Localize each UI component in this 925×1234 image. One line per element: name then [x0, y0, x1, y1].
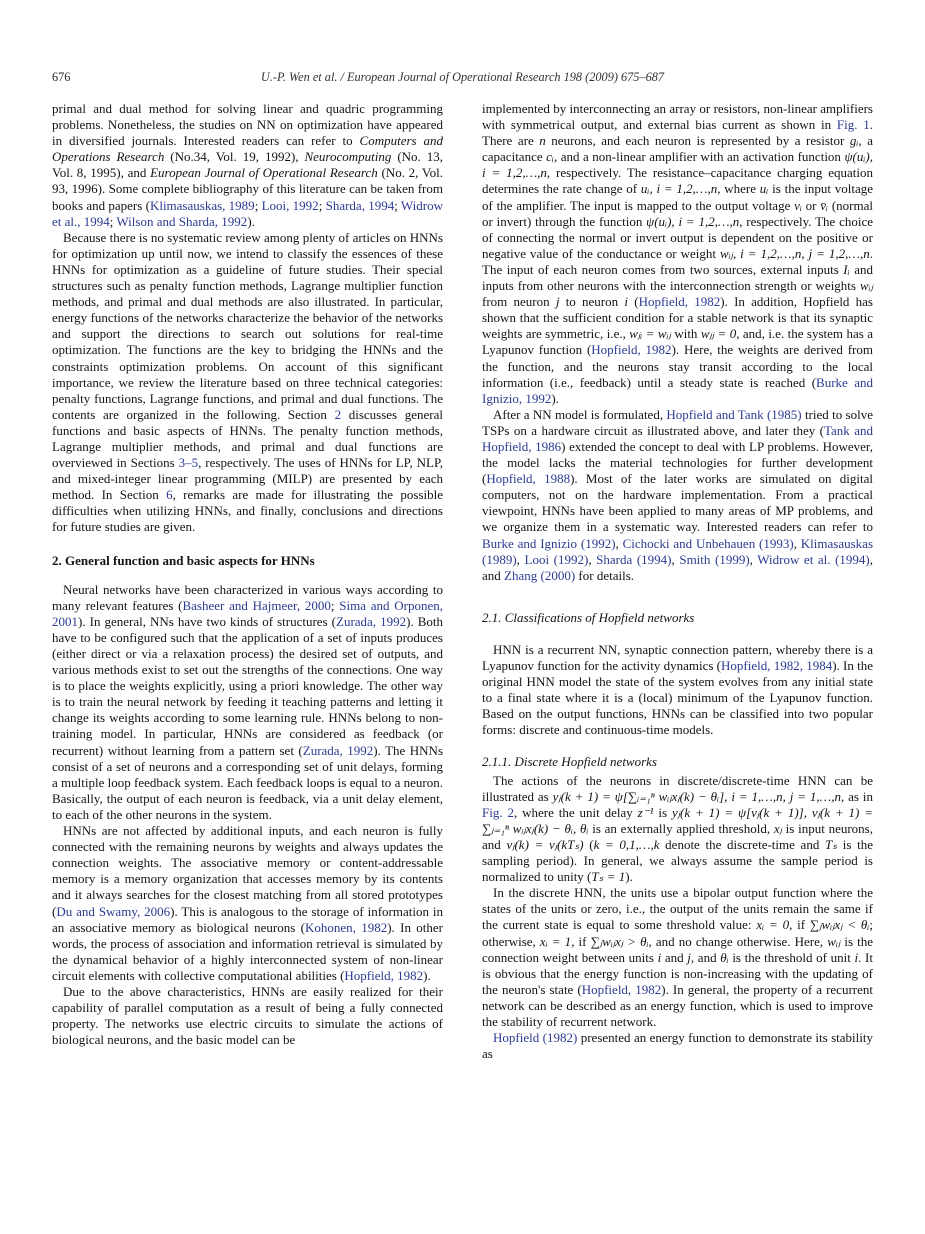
text-run: , [749, 551, 758, 567]
italic-text-run: Tₛ [825, 836, 838, 852]
text-run: (No. 13, Vol. 8, 1995), and [52, 149, 444, 181]
italic-text-run: xᵢ = 0 [756, 917, 790, 933]
italic-text-run: wⱼᵢ = wᵢⱼ [629, 326, 671, 342]
text-run: ( [628, 294, 639, 310]
paragraph [52, 984, 443, 1048]
text-run: from neuron [482, 294, 556, 310]
text-run: ) extended the concept to deal with LP problems. However, the model lacks the material technologies for further development ( [482, 438, 873, 487]
italic-text-run: Neurocomputing [304, 149, 392, 165]
citation-link[interactable]: Hopfield, 1988 [486, 471, 571, 487]
italic-text-run: i [657, 949, 662, 965]
text-run: ). [625, 869, 633, 885]
text-run: , [671, 551, 680, 567]
section-heading: 2.1. Classifications of Hopfield networks [482, 609, 695, 625]
text-run: HNNs are not affected by additional inputs, and each neuron is fully connected with the remaining neurons by weights and always updates the connection weights. The associative memory or content-addressable memory is a memory organization that accesses memory by its contents and it always searches for the closest matching from all stored prototypes ( [52, 823, 443, 919]
italic-text-run: j [555, 294, 560, 310]
text-run: ). Most of the later works are simulated on digital computers, not on the hardware implementation. From a practical viewpoint, HNNs have been applied to many areas of MP problems, and we organize them in a systematic way. Interested readers can refer to [482, 471, 873, 535]
text-run: to neuron [559, 294, 625, 310]
text-run: ; [330, 597, 340, 613]
text-run: The actions of the neurons in discrete/discrete-time HNN can be illustrated as [482, 772, 873, 804]
page-header [52, 70, 873, 85]
text-run: denote the discrete-time and [659, 836, 825, 852]
italic-text-run: wᵢⱼ [827, 933, 841, 949]
text-run: , and a non-linear amplifier with an activation function [553, 149, 845, 165]
text-run: (No.34, Vol. 19, 1992), [164, 149, 305, 165]
paragraph [52, 823, 443, 984]
italic-text-run: Computers and Operations Research [52, 133, 443, 165]
text-run: . The input of each neuron comes from two sources, external inputs [482, 245, 873, 277]
citation-link[interactable]: Smith (1999) [679, 551, 750, 567]
italic-text-run: ∑ⱼwᵢⱼxⱼ < θᵢ [809, 917, 870, 933]
text-run: is the threshold of unit [728, 949, 855, 965]
text-run: is the connection weight between units [482, 933, 873, 965]
text-run: ). [423, 967, 431, 983]
text-run: HNN is a recurrent NN, synaptic connection pattern, whereby there is a Lyapunov function for the activity dynamics ( [482, 641, 873, 673]
text-run: presented an energy function to demonstrate its stability as [482, 1030, 873, 1062]
italic-text-run: uᵢ, i = 1,2,…,n [640, 181, 718, 197]
citation-link[interactable]: Hopfield and Tank (1985) [666, 406, 802, 422]
citation-link[interactable]: Fig. 2 [482, 804, 514, 820]
text-run: and inputs from other neurons with the interconnection strength or weights [482, 261, 873, 294]
italic-text-run: wⱼⱼ = 0 [700, 326, 737, 342]
citation-link[interactable]: 3–5 [178, 455, 199, 471]
italic-text-run: i [854, 949, 859, 965]
citation-link[interactable]: Widrow et al. (1994) [757, 551, 870, 567]
citation-link[interactable]: Kohonen, 1982 [304, 919, 388, 935]
italic-text-run: ψ(uᵢ), i = 1,2,…,n [646, 213, 740, 229]
citation-link[interactable]: Hopfield, 1982 [638, 294, 721, 310]
italic-text-run: yⱼ(k + 1) = ψ[vⱼ(k + 1)], vⱼ(k + 1) = ∑ⱼ₌₁ⁿ wᵢⱼxⱼ(k) − θᵢ, θᵢ [482, 804, 874, 836]
text-run: , if [789, 917, 810, 933]
citation-link[interactable]: Zhang (2000) [504, 567, 576, 583]
italic-text-run: xⱼ [773, 820, 782, 836]
text-run: Because there is no systematic review among plenty of articles on HNNs for optimization up until now, we intend to classify the essences of these HNNs for optimization as a guideline of future studies. Their special structures such as penalty function methods, Lagrange multiplier function methods, and primal and dual methods are also illustrated. In particular, energy functions of the networks characterize the behavior of the networks and support the directions to search out solutions for real-time optimization. The functions are the key to bridging the HNNs and the constraints optimization problems. On account of this significant importance, we review the literature based on three technical categories: penalty functions, Lagrange functions, and primal and dual functions. The contents are organized in the following. Section [52, 229, 443, 422]
text-run: , [588, 551, 597, 567]
text-run: primal and dual method for solving linear and quadric programming problems. Nonetheless, the studies on NN on optimization have appeared in diversified journals. Interested readers can refer to [52, 101, 443, 149]
paragraph [482, 407, 873, 584]
right-column [482, 101, 873, 1062]
text-run: , [516, 551, 525, 567]
text-run: , and, i.e. the system has a Lyapunov function ( [482, 326, 873, 358]
text-run: tried to solve TSPs on a hardware circuit as illustrated above, and later they ( [482, 406, 873, 438]
italic-text-run: v̄ᵢ [820, 197, 829, 213]
italic-text-run: wᵢⱼ, i = 1,2,…,n, j = 1,2,…,n [719, 245, 870, 261]
text-run: or [801, 197, 821, 213]
italic-text-run: z⁻¹ [637, 804, 654, 820]
italic-text-run: Iᵢ [843, 261, 850, 277]
citation-link[interactable]: Klimasauskas (1989) [482, 535, 874, 567]
italic-text-run: uᵢ [759, 181, 769, 197]
text-run: ( [583, 836, 594, 852]
text-run: ; [318, 197, 326, 213]
citation-link[interactable]: Looi (1992) [524, 551, 589, 567]
text-run: , where the unit delay [513, 804, 638, 820]
text-run: , as in [840, 788, 873, 804]
paragraph [482, 101, 873, 407]
italic-text-run: ∑ⱼwᵢⱼxⱼ > θᵢ [590, 933, 649, 949]
text-run: , and [482, 551, 874, 583]
text-run: ; [254, 197, 262, 213]
citation-link[interactable]: Du and Swamy, 2006 [56, 903, 171, 919]
text-run: for details. [575, 567, 634, 583]
two-column-body [52, 101, 873, 1062]
citation-link[interactable]: Sharda, 1994 [325, 197, 395, 213]
text-run: ). In general, the property of a recurrent network can be described as an energy function, which is used to improve the stability of recurrent network. [482, 981, 873, 1029]
italic-text-run: n [539, 133, 546, 149]
citation-link[interactable]: Sima and Orponen, 2001 [52, 597, 443, 629]
citation-link[interactable]: Burke and Ignizio (1992) [482, 535, 616, 551]
citation-link[interactable]: Hopfield (1982) [493, 1030, 578, 1046]
italic-text-run: gᵢ [849, 133, 859, 149]
citation-link[interactable]: 2 [334, 406, 342, 422]
text-run: ; otherwise, [482, 917, 873, 949]
italic-text-run: wᵢⱼ [860, 278, 873, 294]
citation-link[interactable]: Hopfield, 1982, 1984 [721, 658, 833, 673]
text-run: , [615, 535, 623, 551]
citation-link[interactable]: Fig. 1 [836, 117, 870, 133]
text-run: ; [394, 197, 401, 213]
citation-link[interactable]: Cichocki and Unbehauen (1993) [622, 535, 794, 551]
text-run: In the discrete HNN, the units use a bipolar output function where the states of the units or zero, i.e., the output of the units remain the same if the current state is equal to some threshold value: [482, 885, 873, 933]
text-run: , respectively. The resistance–capacitance charging equation determines the rate change of [482, 165, 873, 197]
text-run: , respectively. The choice of connecting the normal or invert output is dependent on the positive or negative value of the conductance or weight [482, 213, 873, 261]
text-run: (No. 2, Vol. 93, 1996). Some complete bibliography of this literature can be taken from books and papers ( [52, 165, 443, 213]
text-run: ). The HNNs consist of a set of neurons and a corresponding set of unit delays, forming a multiple loop feedback system. Each feedback loops is equal to a neuron. Basically, the output of each neuron is feedback, via a unit delay element, to each of the other neurons in the system. [52, 742, 443, 822]
text-run: with [670, 326, 701, 342]
text-run: (normal or invert) through the function [482, 197, 873, 229]
citation-link[interactable]: Hopfield, 1982 [581, 981, 662, 997]
citation-link[interactable]: Zurada, 1992 [302, 742, 374, 758]
text-run: , [793, 535, 801, 551]
citation-link[interactable]: Hopfield, 1982 [591, 342, 672, 358]
text-run: , a capacitance [482, 133, 873, 165]
citation-link[interactable]: Basheer and Hajmeer, 2000 [182, 597, 331, 613]
citation-link[interactable]: Burke and Ignizio, 1992 [482, 374, 874, 406]
section-heading: 2.1.1. Discrete Hopfield networks [482, 754, 657, 770]
text-run: Due to the above characteristics, HNNs are easily realized for their capability of parallel computation as a result of being a fully connected property. The networks use electric circuits to simulate the actions of biological neurons, and the basic model can be [52, 983, 443, 1048]
text-run: is an externally applied threshold, [588, 820, 774, 836]
citation-link[interactable]: Hopfield, 1982 [344, 967, 424, 983]
text-run: ). Both have to be configured such that the application of a set of inputs produces (either direct or via a relaxation process) the desired set of outputs, and various methods exist to set out the strengths of the connections. One way is to place the weights explicitly, using a priori knowledge. The other way is to train the neural network by feeding it teaching patterns and letting it change its weights according to some learning rule. HNNs belong to non-training model. In particular, HNNs are considered as feedback (or recurrent) without learning from a pattern set ( [52, 613, 444, 758]
text-run: , and [690, 949, 721, 965]
text-run: . There are [482, 117, 873, 149]
text-run: ). [247, 213, 255, 229]
text-run: ; [109, 213, 117, 229]
text-run: is the input voltage of the amplifier. The input is mapped to the output voltage [482, 181, 873, 213]
text-run: , remarks are made for illustrating the possible difficulties when utilizing HNNs, and finally, conclusions and directions for future studies are given. [52, 487, 443, 535]
citation-link[interactable]: Zurada, 1992 [336, 613, 407, 629]
citation-link[interactable]: Tank and Hopfield, 1986 [482, 422, 873, 454]
italic-text-run: yⱼ(k + 1) = ψ[∑ᵢ₌₁ⁿ wᵢⱼxⱼ(k) − θᵢ], i = 1,…,n, j = 1,…,n [552, 788, 841, 804]
text-run: ). In the original HNN model the state of the system evolves from any initial state to a final state where it is a (local) minimum of the Lyapunov function. Based on the output functions, HNNs can be classified into two popular forms: discrete and continuous-time models. [482, 658, 874, 738]
italic-text-run: θᵢ [720, 949, 729, 965]
text-run: is [653, 804, 672, 820]
italic-text-run: vⱼ(k) = vⱼ(kTₛ) [506, 836, 584, 852]
text-run: . It is obvious that the energy function is non-increasing with the updating of the neuron's state ( [482, 949, 873, 997]
italic-text-run: j [687, 949, 691, 965]
text-run: , respectively. The uses of HNNs for LP, NLP, and mixed-integer linear programming (MILP) are presented by each method. In Section [52, 455, 443, 503]
italic-text-run: European Journal of Operational Research [150, 165, 378, 181]
running-head: U.-P. Wen et al. / European Journal of Operational Research 198 (2009) 675–687 [260, 70, 665, 84]
text-run: ). Here, the weights are derived from the function, and the neurons stay transit according to the local information (i.e., feedback) until a steady state is reached ( [482, 342, 873, 390]
left-column [52, 101, 443, 1062]
text-run: After a NN model is formulated, [493, 406, 667, 422]
italic-text-run: ψ(uᵢ), i = 1,2,…,n [482, 149, 873, 181]
text-run: Neural networks have been characterized in various ways according to many relevant features ( [52, 581, 443, 613]
text-run: ). In other words, the process of association and information retrieval is simulated by the dynamical behavior of a highly interconnected system of non-linear circuit elements with collective computational abilities ( [52, 919, 443, 983]
text-run: , where [717, 181, 760, 197]
text-run: discusses general functions and basic aspects of HNNs. The penalty function methods, Lagrange multiplier methods, and primal and dual functions are overviewed in Sections [52, 406, 444, 471]
text-run: neurons, and each neuron is represented by a resistor [545, 133, 850, 149]
paragraph [482, 642, 873, 739]
paragraph [482, 773, 873, 886]
italic-text-run: cᵢ [546, 149, 554, 165]
citation-link[interactable]: 6 [166, 487, 173, 503]
italic-text-run: vᵢ [794, 197, 802, 213]
text-run: and [661, 949, 688, 965]
citation-link[interactable]: Wilson and Sharda, 1992 [116, 213, 248, 229]
text-run: ). This is analogous to the storage of information in an associative memory as biological neurons ( [52, 903, 443, 935]
citation-link[interactable]: Klimasauskas, 1989 [149, 197, 255, 213]
text-run: is input neurons, and [482, 820, 873, 852]
paragraph [52, 230, 443, 536]
paragraph [52, 101, 443, 230]
text-run: implemented by interconnecting an array or resistors, non-linear amplifiers with symmetrical output, and external bias current as shown in [482, 101, 873, 133]
paragraph [52, 582, 443, 823]
text-run: is the sampling period). In general, we always assume the sample period is normalized to unity ( [482, 836, 873, 885]
citation-link[interactable]: Looi, 1992 [261, 197, 319, 213]
section-heading: 2. General function and basic aspects for HNNs [52, 552, 315, 568]
text-run: , if [571, 933, 591, 949]
italic-text-run: Tₛ = 1 [591, 869, 626, 885]
paragraph [482, 885, 873, 1030]
italic-text-run: i [624, 294, 628, 310]
paragraph [482, 1030, 873, 1062]
italic-text-run: xᵢ = 1 [539, 933, 572, 949]
citation-link[interactable]: Sharda (1994) [596, 551, 672, 567]
text-run: ). In addition, Hopfield has shown that the sufficient condition for a stable network is that its synaptic weights are symmetric, i.e., [482, 294, 873, 342]
text-run: ). In general, NNs have two kinds of structures ( [78, 613, 336, 629]
text-run: ). [551, 390, 559, 406]
text-run: , and no change otherwise. Here, [648, 933, 828, 949]
page-number: 676 [52, 70, 71, 84]
citation-link[interactable]: Widrow et al., 1994 [52, 197, 443, 229]
italic-text-run: k = 0,1,…,k [593, 836, 660, 852]
